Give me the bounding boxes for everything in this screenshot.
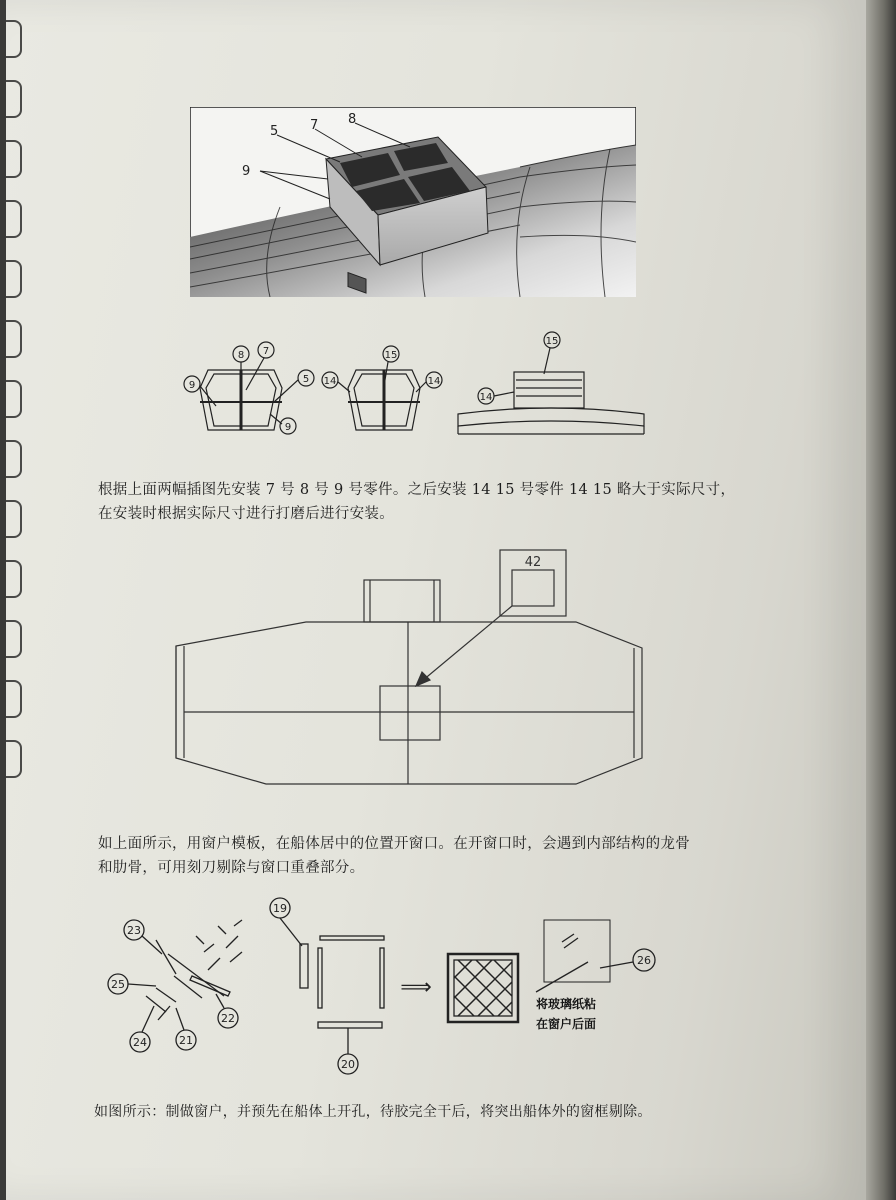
v2-label-14a: 14 [323,376,337,387]
paragraph-2 [98,832,690,880]
figure-assembly-views [166,330,656,440]
figure-3d-render [190,107,636,297]
book-edge [866,0,896,1200]
callout-5: 5 [270,124,279,139]
view-3 [458,332,644,434]
view-1 [184,342,314,434]
callout-8: 8 [348,112,357,127]
hull-outline [176,622,642,784]
callout-23: 23 [127,924,141,937]
callout-22: 22 [221,1012,235,1025]
document-page [6,0,866,1200]
glass-note-line-2: 在窗户后面 [536,1017,597,1031]
callout-21: 21 [179,1034,193,1047]
paragraph-3-line: 如图所示：制做窗户，并预先在船体上开孔，待胶完全干后，将突出船体外的窗框剔除。 [94,1104,652,1120]
figure-window-assembly [96,888,676,1078]
callout-19: 19 [273,902,287,915]
view-2 [322,346,442,430]
figure-hull-top-view [166,546,656,816]
v3-label-14: 14 [479,392,493,403]
v1-label-8: 8 [237,350,245,361]
paragraph-1-line-1: 根据上面两幅插图先安装 7 号 8 号 9 号零件。之后安装 14 15 号零件 14 15 略大于实际尺寸， [98,482,736,498]
window-cutout [380,686,440,740]
v1-label-9b: 9 [284,422,292,433]
callout-26: 26 [637,954,651,967]
arrow-symbol: ⟹ [400,975,432,1000]
callout-9: 9 [242,164,251,179]
callout-20: 20 [341,1058,355,1071]
paragraph-1 [98,478,735,526]
callout-7: 7 [310,118,319,133]
glass-note-line-1: 将玻璃纸粘 [536,997,597,1011]
v2-label-14b: 14 [427,376,441,387]
v3-label-15: 15 [545,336,559,347]
callout-24: 24 [133,1036,147,1049]
exploded-strips [146,920,242,1020]
v1-label-9a: 9 [188,380,196,391]
paragraph-1-line-2: 在安装时根据实际尺寸进行打磨后进行安装。 [98,506,394,522]
v2-label-15: 15 [384,350,398,361]
paragraph-2-line-1: 如上面所示，用窗户模板，在船体居中的位置开窗口。在开窗口时，会遇到内部结构的龙骨 [98,836,690,852]
paragraph-2-line-2: 和肋骨，可用刻刀剔除与窗口重叠部分。 [98,860,365,876]
template-label-42: 42 [524,555,542,570]
cabin-block [364,580,440,622]
v1-label-5: 5 [302,374,310,385]
callout-25: 25 [111,978,125,991]
paragraph-3 [94,1100,652,1124]
v1-label-7: 7 [262,346,270,357]
